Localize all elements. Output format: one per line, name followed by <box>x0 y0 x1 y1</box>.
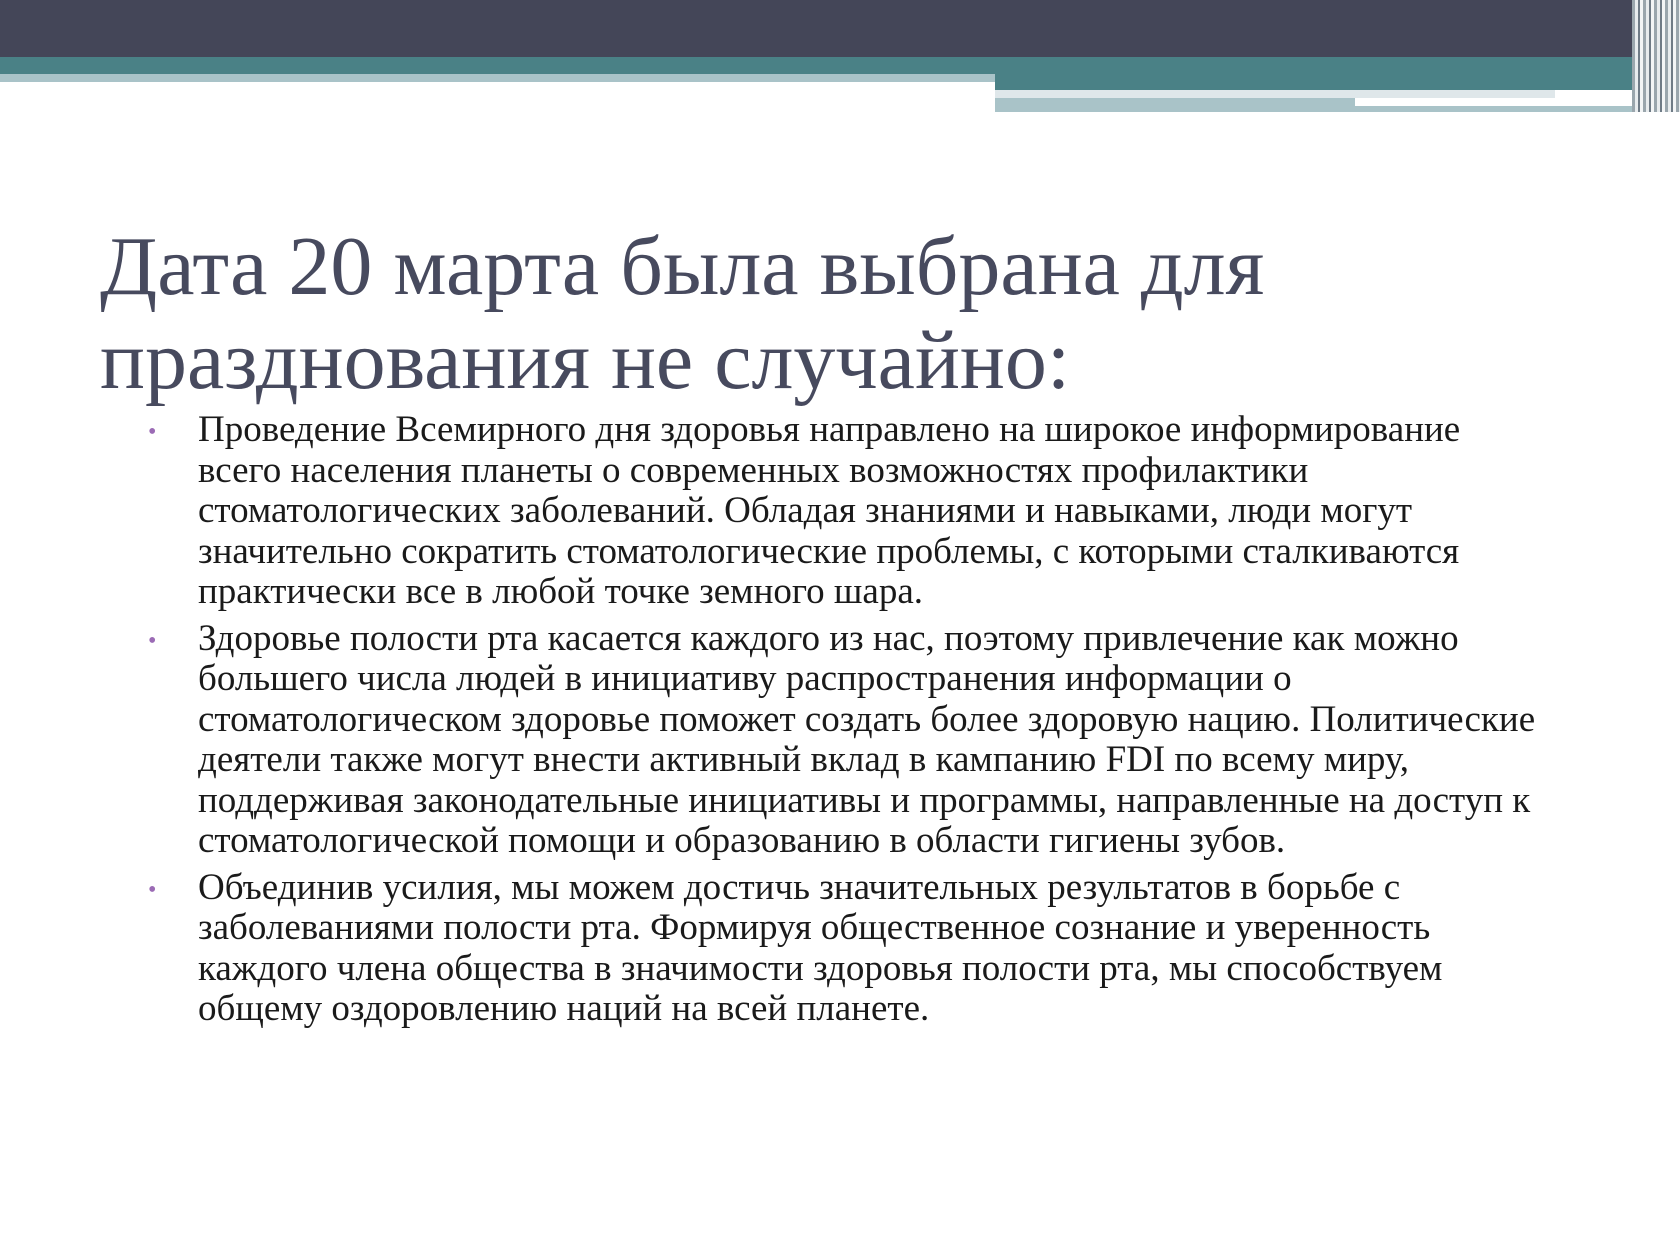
header-band-light <box>0 74 995 82</box>
bullet-dot-icon: • <box>148 419 157 445</box>
header-band-right-block <box>995 74 1680 90</box>
header-band-right-pale <box>995 90 1555 98</box>
bullet-item <box>140 619 1540 862</box>
bullet-dot-icon: • <box>148 627 157 654</box>
bullet-item <box>140 868 1540 1030</box>
header-band-teal <box>0 57 1680 74</box>
header-vertical-stripes <box>1632 0 1680 112</box>
bullet-item <box>140 410 1540 613</box>
bullet-text: Здоровье полости рта касается каждого из нас, поэтому привлечение как можно большего числа людей в инициативу распространения информации о стоматологическом здоровье поможет создать более здоровую нацию. Политические деятели также могут внести активный вклад в кампанию FDI по всему миру, поддерживая законодательные инициативы и программы, направленные на доступ к стоматологической помощи и образованию в области гигиены зубов. <box>198 617 1536 861</box>
bullet-dot-icon: • <box>148 876 157 903</box>
slide-title: Дата 20 марта была выбрана для празднования не случайно: <box>100 220 1265 407</box>
bullet-text: Объединив усилия, мы можем достичь значительных результатов в борьбе с заболеваниями полости рта. Формируя общественное сознание и уверенность каждого члена общества в значимости здоровья полости рта, мы способствуем общему оздоровлению наций на всей планете. <box>198 866 1443 1029</box>
header-band-dark <box>0 0 1680 57</box>
bullet-list <box>140 410 1540 1036</box>
bullet-text: Проведение Всемирного дня здоровья направлено на широкое информирование всего населения планеты о современных возможностях профилактики стоматологических заболеваний. Обладая знаниями и навыками, люди могут значительно сократить стоматологические проблемы, с которыми сталкиваются практически все в любой точке земного шара. <box>198 409 1461 612</box>
header-band-right-light <box>995 98 1355 112</box>
